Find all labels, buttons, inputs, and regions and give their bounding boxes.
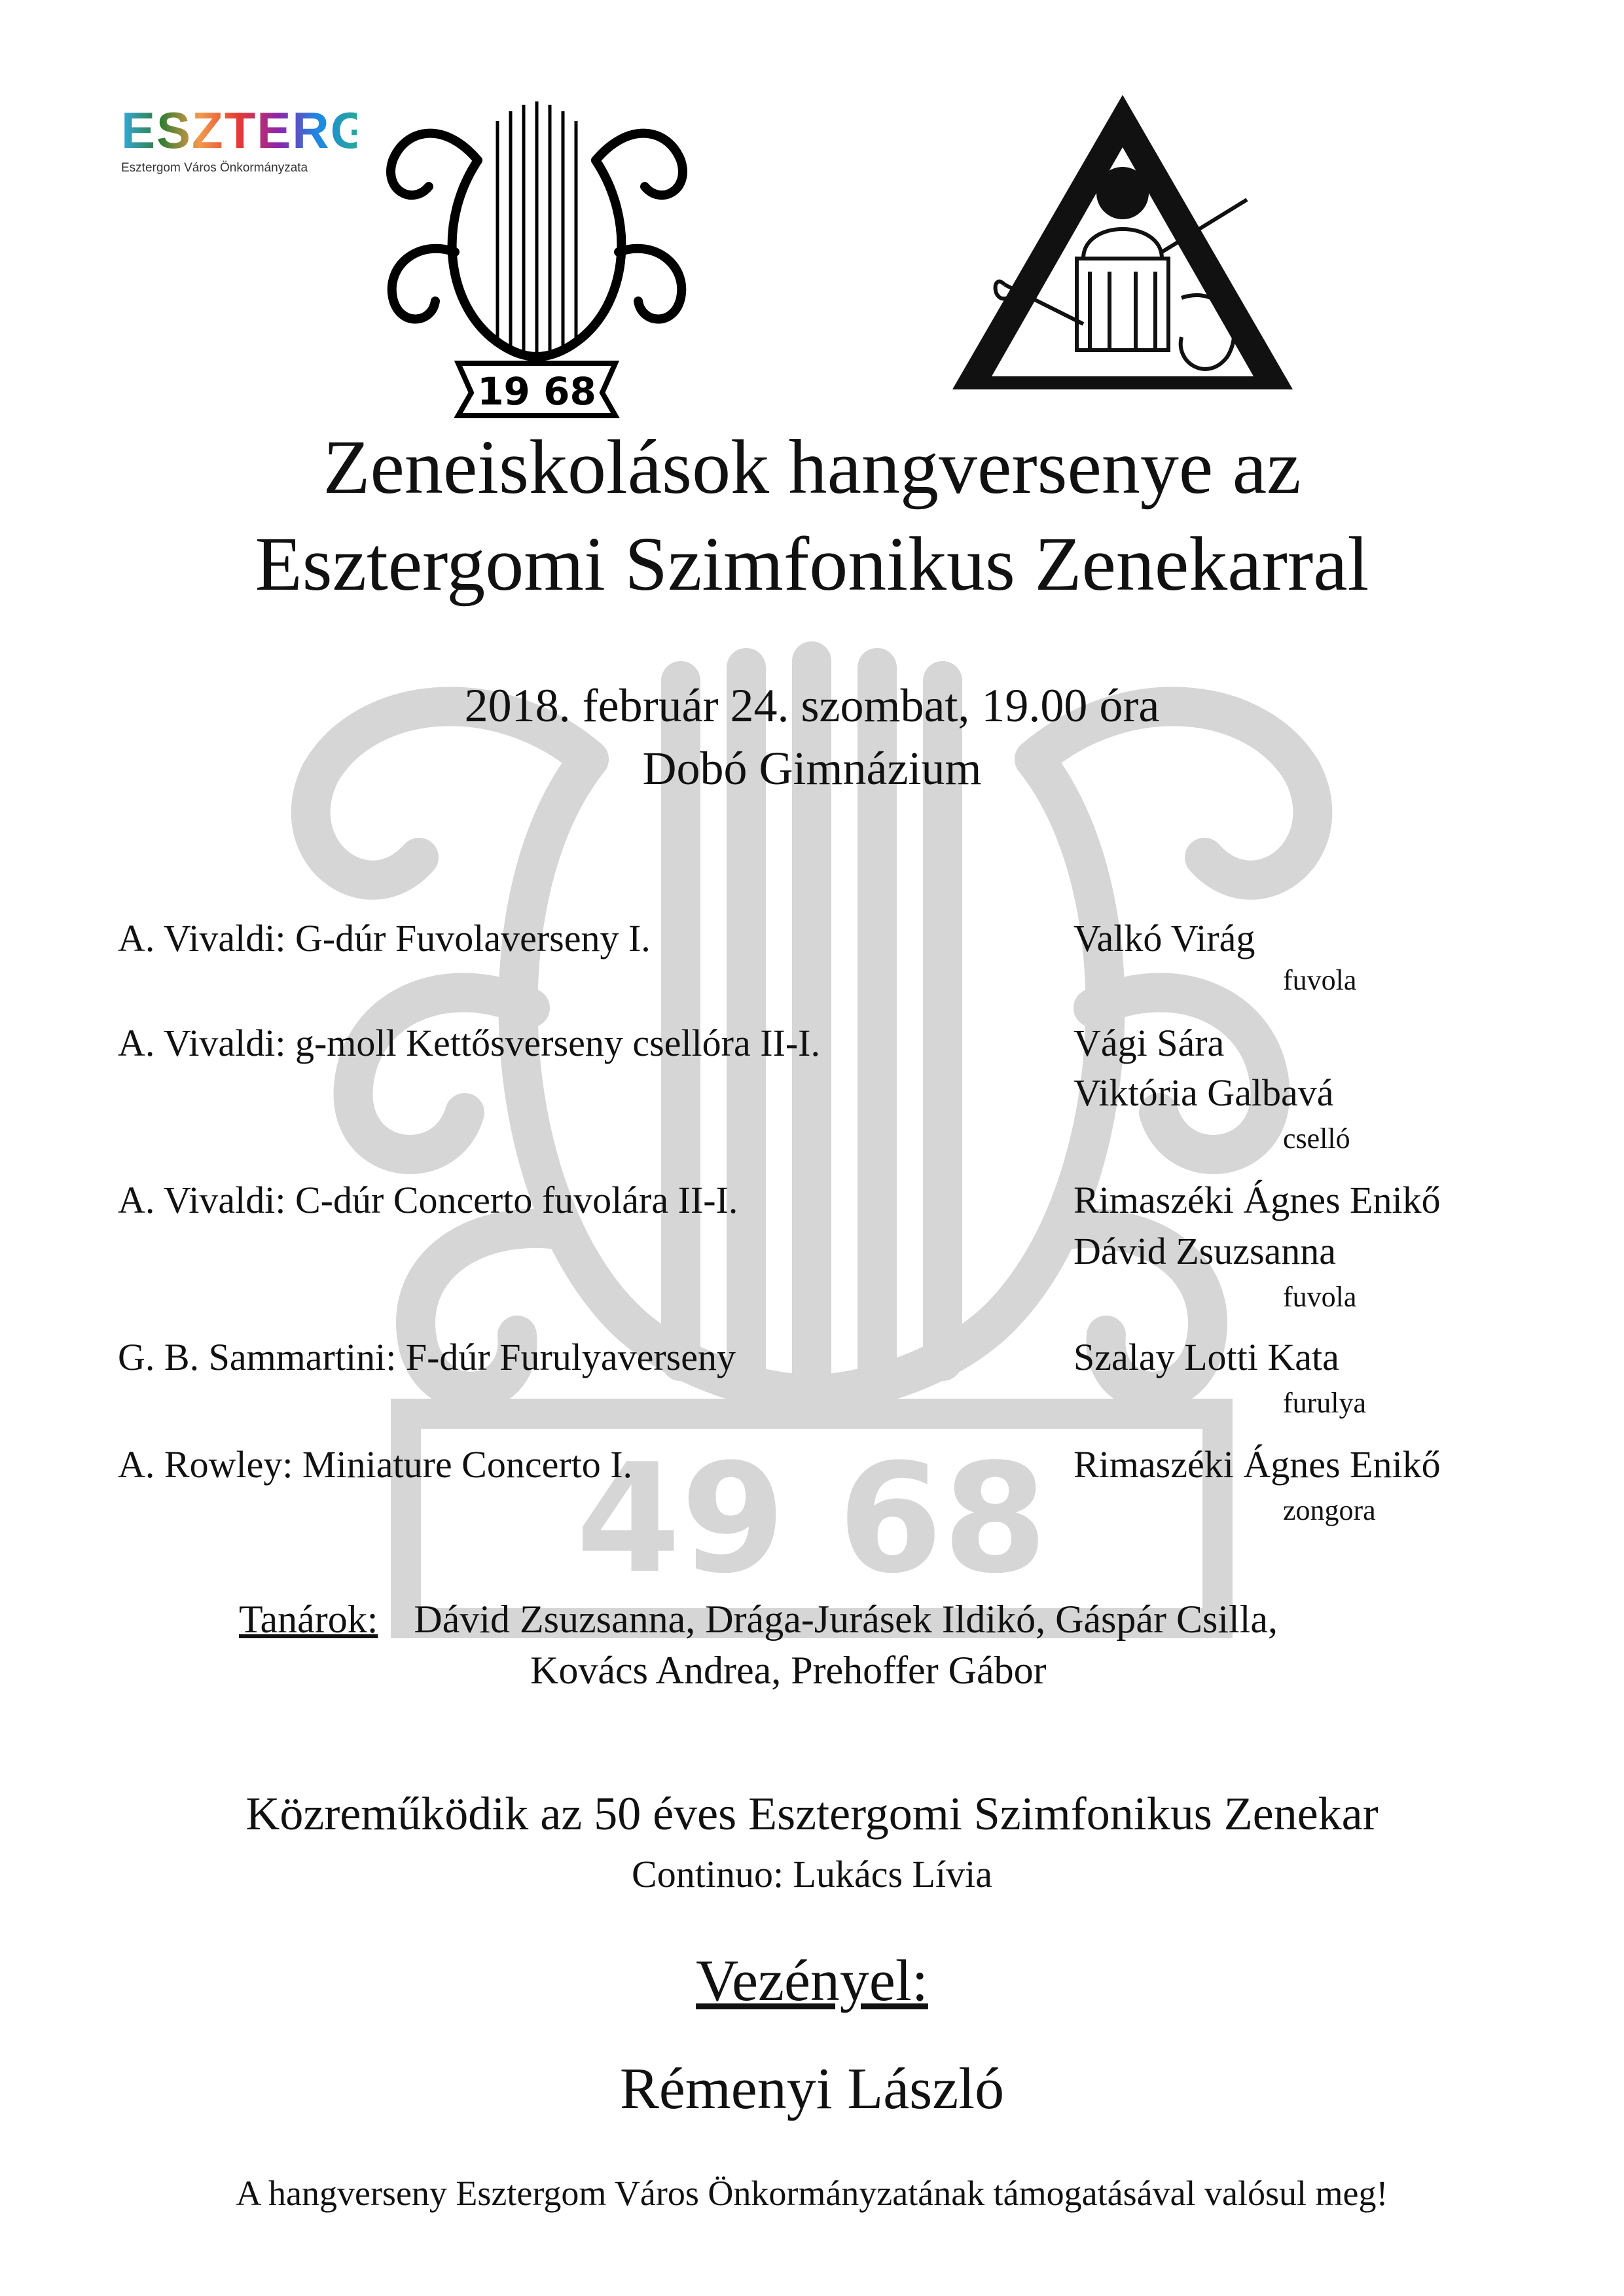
program-performer: Rimaszéki Ágnes Enikő xyxy=(1074,1179,1441,1221)
city-logo xyxy=(121,101,457,175)
program-instrument: cselló xyxy=(1283,1122,1350,1155)
program-piece: A. Vivaldi: G-dúr Fuvolaverseny I. xyxy=(118,917,651,960)
teachers-line-2: Kovács Andrea, Prehoffer Gábor xyxy=(530,1649,1047,1692)
page-title xyxy=(0,419,1624,613)
orchestra-line: Közreműködik az 50 éves Esztergomi Szimfonikus Zenekar xyxy=(245,1787,1379,1840)
footer-note: A hangverseny Esztergom Város Önkormányzatának támogatásával valósul meg! xyxy=(236,2174,1388,2213)
lyre-logo-year: 19 68 xyxy=(477,369,596,414)
conductor-name: Rémenyi László xyxy=(619,2056,1005,2121)
program-piece: A. Vivaldi: g-moll Kettősverseny csellóra II-I. xyxy=(118,1022,820,1064)
program-performer: Dávid Zsuzsanna xyxy=(1074,1230,1337,1272)
program-instrument: zongora xyxy=(1283,1494,1376,1526)
program-performer: Szalay Lotti Kata xyxy=(1074,1336,1339,1378)
orchestra-emblem xyxy=(946,88,1299,396)
event-venue: Dobó Gimnázium xyxy=(642,742,982,795)
conductor-label: Vezényel: xyxy=(696,1948,928,2013)
city-logo-wordmark: ESZTERGOM xyxy=(121,101,457,159)
title-line-2: Esztergomi Szimfonikus Zenekarral xyxy=(255,521,1369,607)
program-performer: Viktória Galbavá xyxy=(1074,1071,1334,1114)
lyre-logo xyxy=(367,82,707,422)
teachers-block xyxy=(239,1597,1278,1642)
event-date: 2018. február 24. szombat, 19.00 óra xyxy=(464,679,1160,732)
program-performer: Vági Sára xyxy=(1074,1022,1225,1064)
svg-text:49 68: 49 68 xyxy=(575,1432,1048,1607)
program-piece: G. B. Sammartini: F-dúr Furulyaverseny xyxy=(118,1336,736,1378)
continuo-line: Continuo: Lukács Lívia xyxy=(632,1853,992,1895)
program-performer: Rimaszéki Ágnes Enikő xyxy=(1074,1443,1441,1486)
program-performer: Valkó Virág xyxy=(1074,917,1255,960)
program-instrument: fuvola xyxy=(1283,1281,1357,1313)
teachers-line-1: Dávid Zsuzsanna, Drága-Jurásek Ildikó, Gáspár Csilla, xyxy=(414,1598,1278,1641)
program-instrument: furulya xyxy=(1283,1387,1367,1419)
program-instrument: fuvola xyxy=(1283,964,1357,996)
event-meta xyxy=(0,674,1624,800)
title-line-1: Zeneiskolások hangversenye az xyxy=(323,424,1301,510)
program-piece: A. Vivaldi: C-dúr Concerto fuvolára II-I. xyxy=(118,1179,738,1221)
program-piece: A. Rowley: Miniature Concerto I. xyxy=(118,1443,633,1486)
teachers-label: Tanárok: xyxy=(239,1598,378,1641)
city-logo-subtitle: Esztergom Város Önkormányzata xyxy=(121,161,308,175)
